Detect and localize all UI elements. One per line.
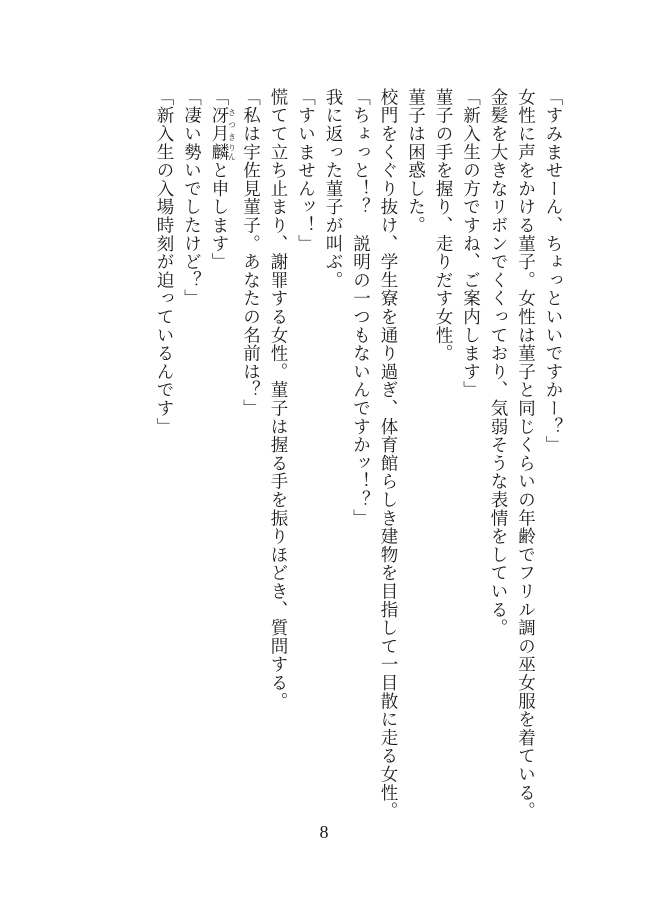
vertical-text-body xyxy=(66,88,566,820)
text-line-11: 慌てて立ち止まり、謝罪する女性。菫子は握る手を振りほどき、質問する。 xyxy=(268,88,288,711)
text-line-10: 「すいませんッ！」 xyxy=(295,88,316,253)
ruby-name-1 xyxy=(209,106,237,143)
text-line-6: 菫子は困惑した。 xyxy=(405,88,426,235)
text-line-ruby xyxy=(205,88,237,808)
ruby-reading-1: さつき xyxy=(227,106,237,143)
text-line-3: 金髪を大きなリボンでくくっており、気弱そうな表情をしている。 xyxy=(488,88,508,637)
text-line-14: 「凄い勢いでしたけど？」 xyxy=(181,88,202,308)
page-number: 8 xyxy=(319,822,329,842)
ruby-name-2 xyxy=(209,142,237,162)
text-line-7: 校門をくぐり抜け、学生寮を通り過ぎ、体育館らしき建物を目指して一目散に走る女性。 xyxy=(378,88,398,820)
text-line-1: 「すみませーん、ちょっといいですかー？」 xyxy=(543,88,563,454)
ruby-line-close: と申します」 xyxy=(209,161,229,272)
ruby-base-1: 冴月 xyxy=(209,106,229,143)
text-line-15: 「新入生の入場時刻が迫っているんです」 xyxy=(154,88,174,436)
ruby-base-2: 麟 xyxy=(209,142,229,162)
text-line-9: 我に返った菫子が叫ぶ。 xyxy=(323,88,343,290)
text-line-12: 「私は宇佐見菫子。あなたの名前は？」 xyxy=(240,88,261,418)
text-line-5: 菫子の手を握り、走りだす女性。 xyxy=(433,88,453,363)
ruby-line-open: 「 xyxy=(209,88,229,107)
text-line-8: 「ちょっと！？ 説明の一つもないんですかッ！？」 xyxy=(350,88,371,528)
ruby-reading-2: りん xyxy=(227,142,237,162)
text-line-2: 女性に声をかける菫子。女性は菫子と同じくらいの年齢でフリル調の巫女服を着ている。 xyxy=(515,88,536,820)
text-line-4: 「新入生の方ですね、ご案内します」 xyxy=(460,88,481,400)
